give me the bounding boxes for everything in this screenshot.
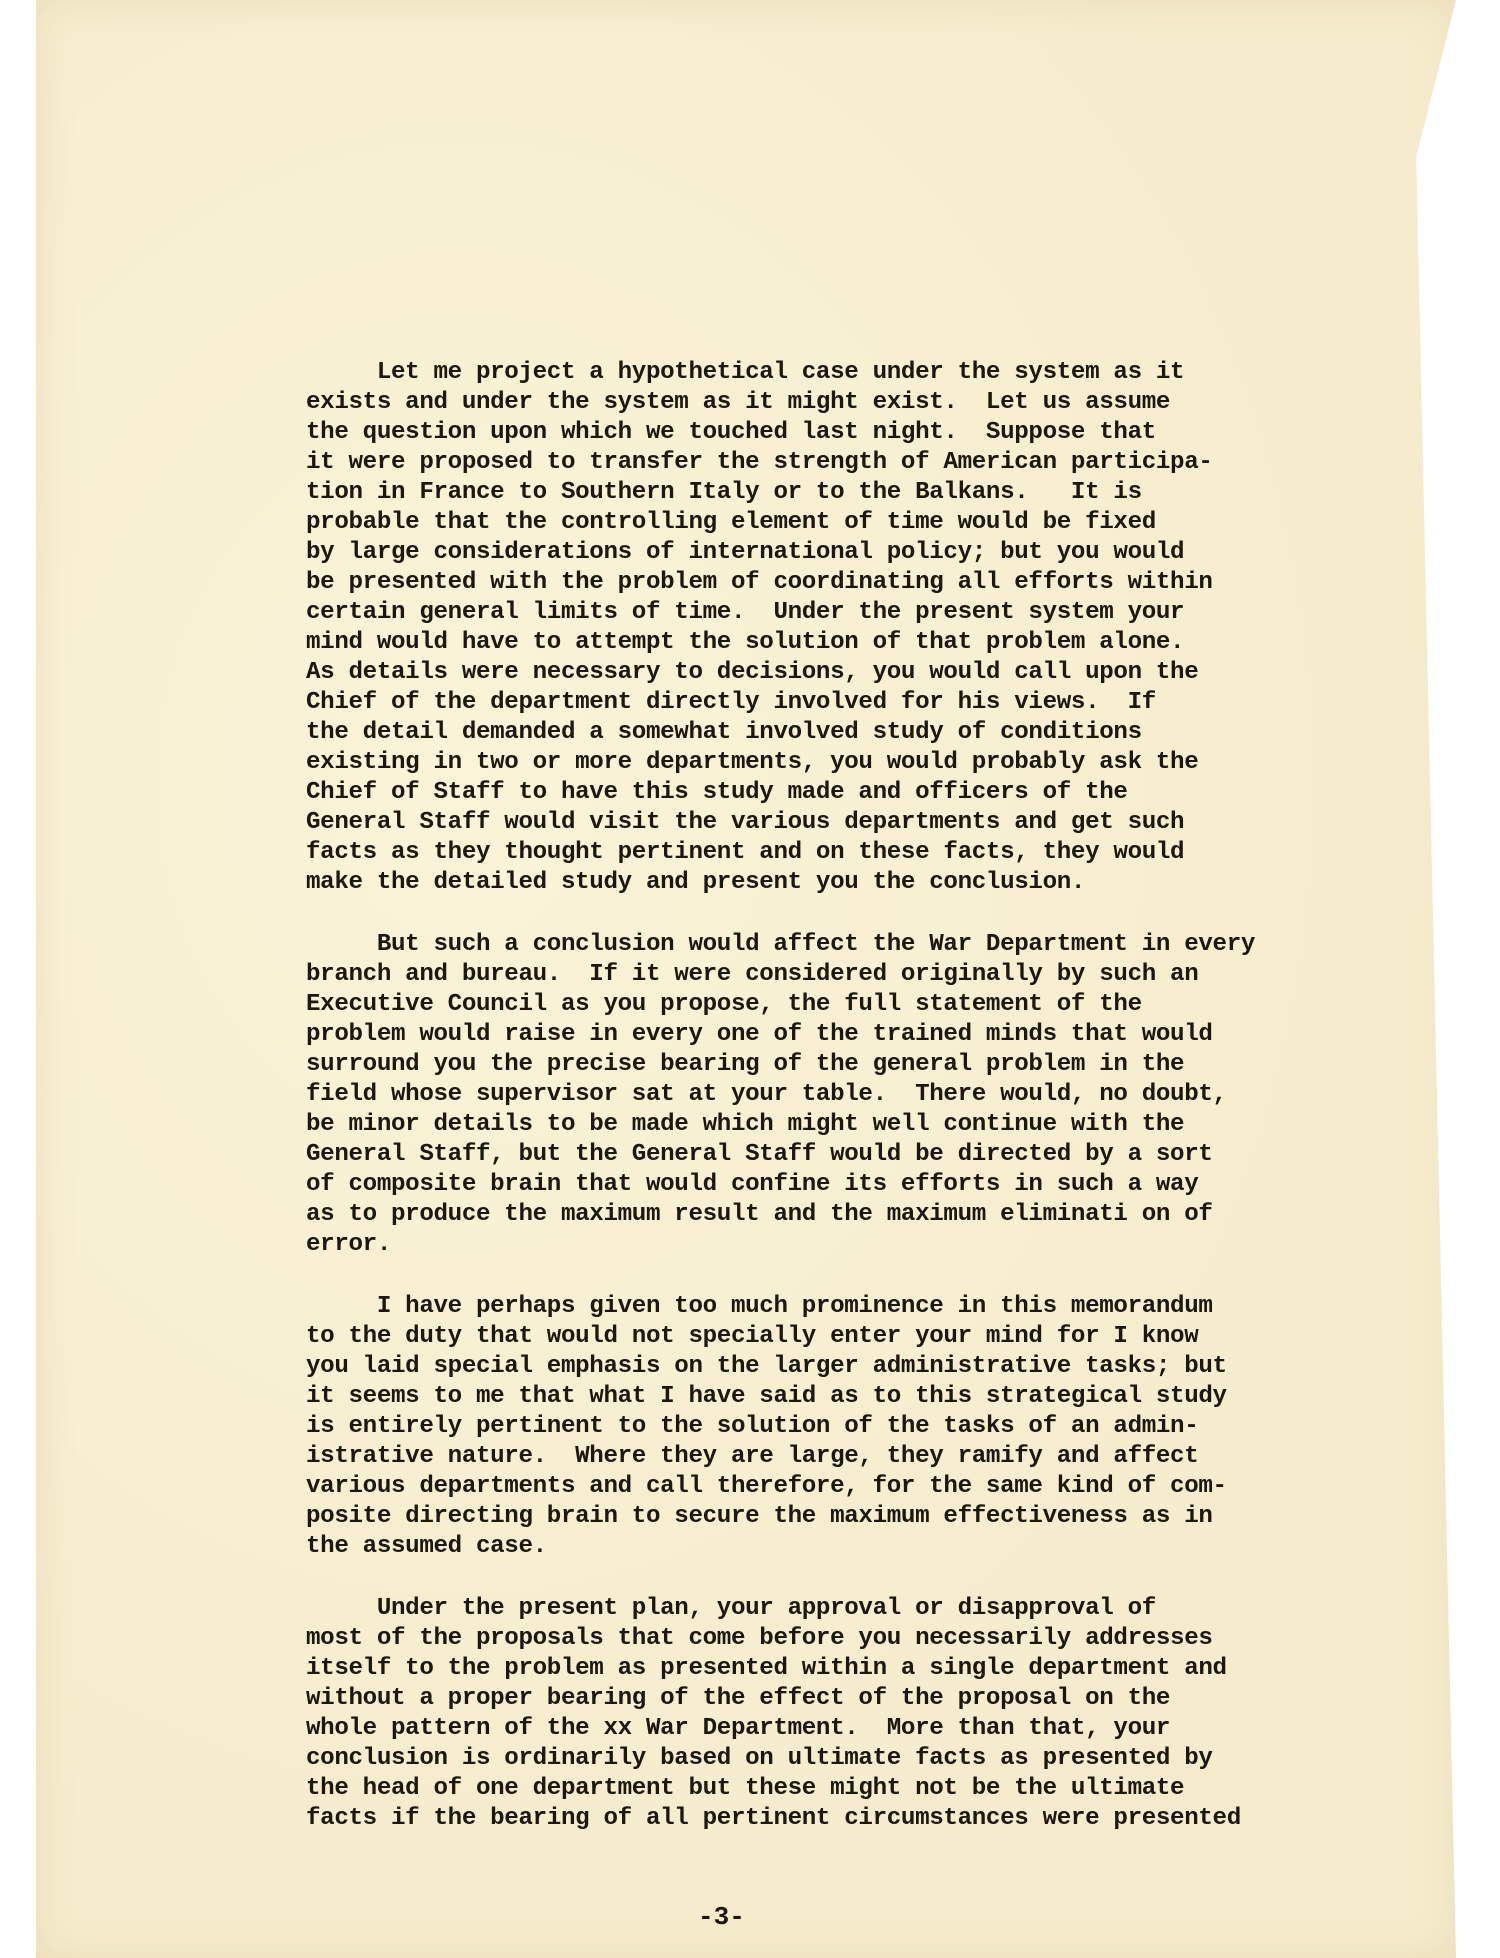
text-line: it were proposed to transfer the strength of American participa- [306, 449, 1213, 476]
text-line: make the detailed study and present you the conclusion. [306, 869, 1086, 896]
text-line: existing in two or more departments, you would probably ask the [306, 749, 1199, 776]
paragraph-4 [306, 1594, 1326, 1834]
text-line: it seems to me that what I have said as to this strategical study [306, 1383, 1227, 1410]
text-line: without a proper bearing of the effect of the proposal on the [306, 1685, 1171, 1712]
text-line: mind would have to attempt the solution of that problem alone. [306, 629, 1185, 656]
text-line: the assumed case. [306, 1533, 547, 1560]
text-line: of composite brain that would confine its efforts in such a way [306, 1171, 1199, 1198]
paragraph-1 [306, 358, 1326, 898]
text-line: by large considerations of international policy; but you would [306, 539, 1185, 566]
paragraph-2 [306, 930, 1326, 1260]
text-line: surround you the precise bearing of the general problem in the [306, 1051, 1185, 1078]
text-line: conclusion is ordinarily based on ultimate facts as presented by [306, 1745, 1213, 1772]
text-line: Executive Council as you propose, the full statement of the [306, 991, 1142, 1018]
text-line: as to produce the maximum result and the maximum eliminati on of [306, 1201, 1213, 1228]
text-line: most of the proposals that come before you necessarily addresses [306, 1625, 1213, 1652]
text-line: field whose supervisor sat at your table. There would, no doubt, [306, 1081, 1227, 1108]
text-line: be minor details to be made which might well continue with the [306, 1111, 1185, 1138]
text-line: Chief of Staff to have this study made and officers of the [306, 779, 1128, 806]
text-line: the head of one department but these might not be the ultimate [306, 1775, 1185, 1802]
paragraph-3 [306, 1292, 1326, 1562]
text-line: General Staff would visit the various departments and get such [306, 809, 1185, 836]
text-line: As details were necessary to decisions, you would call upon the [306, 659, 1199, 686]
text-line: Under the present plan, your approval or disapproval of [306, 1595, 1156, 1622]
text-line: istrative nature. Where they are large, they ramify and affect [306, 1443, 1199, 1470]
text-line: branch and bureau. If it were considered originally by such an [306, 961, 1199, 988]
text-line: various departments and call therefore, for the same kind of com- [306, 1473, 1227, 1500]
text-line: probable that the controlling element of time would be fixed [306, 509, 1156, 536]
text-line: is entirely pertinent to the solution of the tasks of an admin- [306, 1413, 1199, 1440]
text-line: posite directing brain to secure the maximum effectiveness as in [306, 1503, 1213, 1530]
text-line: be presented with the problem of coordinating all efforts within [306, 569, 1213, 596]
text-line: problem would raise in every one of the trained minds that would [306, 1021, 1213, 1048]
text-line: facts if the bearing of all pertinent circumstances were presented [306, 1805, 1241, 1832]
text-line: certain general limits of time. Under the present system your [306, 599, 1185, 626]
text-line: But such a conclusion would affect the War Department in every [306, 931, 1256, 958]
text-line: the question upon which we touched last night. Suppose that [306, 419, 1156, 446]
text-line: Chief of the department directly involved for his views. If [306, 689, 1156, 716]
text-line: I have perhaps given too much prominence in this memorandum [306, 1293, 1213, 1320]
text-line: you laid special emphasis on the larger administrative tasks; but [306, 1353, 1227, 1380]
text-line: whole pattern of the xx War Department. More than that, your [306, 1715, 1171, 1742]
text-line: error. [306, 1231, 391, 1258]
text-line: the detail demanded a somewhat involved study of conditions [306, 719, 1142, 746]
memorandum-body [306, 358, 1326, 1866]
text-line: itself to the problem as presented within a single department and [306, 1655, 1227, 1682]
text-line: Let me project a hypothetical case under the system as it [306, 359, 1185, 386]
text-line: exists and under the system as it might exist. Let us assume [306, 389, 1171, 416]
text-line: facts as they thought pertinent and on these facts, they would [306, 839, 1185, 866]
text-line: General Staff, but the General Staff would be directed by a sort [306, 1141, 1213, 1168]
text-line: to the duty that would not specially enter your mind for I know [306, 1323, 1199, 1350]
text-line: tion in France to Southern Italy or to the Balkans. It is [306, 479, 1142, 506]
page-number: -3- [698, 1902, 745, 1932]
